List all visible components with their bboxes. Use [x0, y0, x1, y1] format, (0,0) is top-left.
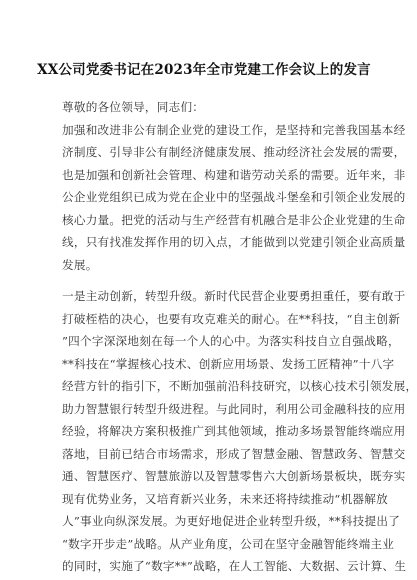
paragraph-line: 线，只有找准发挥作用的切入点，才能做到以党建引领企业高质量	[62, 235, 406, 249]
paragraph-line: 经营方针的指引下，不断加强前沿科技研究，以核心技术引领发展，	[62, 379, 417, 393]
paragraph-line: 落地，目前已结合市场需求，形成了智慧金融、智慧政务、智慧交	[62, 446, 406, 461]
paragraph-line: 现有优势业务，又培育新兴业务，未来还将持续推动“机器解放	[62, 491, 388, 506]
paragraph-gap	[62, 276, 352, 285]
paragraph-line: 一是主动创新，转型升级。新时代民营企业要勇担重任，要有敢于	[62, 289, 406, 303]
paragraph-line: 经验，将解决方案积极推广到其他领域，推动多场景智能终端应用	[62, 424, 406, 438]
paragraph-line: 助力智慧银行转型升级进程。与此同时，利用公司金融科技的应用	[62, 401, 406, 416]
paragraph-line: 核心力量。把党的活动与生产经营有机融合是非公企业党建的生命	[62, 212, 406, 227]
document-body	[62, 96, 417, 578]
paragraph-line: **科技在“掌握核心技术、创新应用场景、发扬工匠精神”十八字	[62, 356, 395, 371]
paragraph-line: ”四个字深深地刻在每一个人的心中。为落实科技自立自强战略，	[62, 334, 400, 348]
paragraph-line: 也是加强和创新社会管理、构建和谐劳动关系的需要。近年来，非	[62, 167, 406, 182]
paragraph-line: “数字开步走”战略。从产业角度，公司在坚守金融智能终端主业	[62, 536, 395, 551]
paragraph-line: 发展。	[62, 257, 98, 272]
paragraph-2	[62, 285, 417, 578]
salutation: 尊敬的各位领导，同志们：	[62, 100, 205, 114]
paragraph-line: 通、智慧医疗、智慧旅游以及智慧零售六大创新场景板块，既夯实	[62, 469, 406, 483]
paragraph-1	[62, 119, 406, 277]
paragraph-line: 公企业党组织已成为党在企业中的坚强战斗堡垒和引领企业发展的	[62, 190, 406, 204]
paragraph-line: 加强和改进非公有制企业党的建设工作，是坚持和完善我国基本经	[62, 122, 406, 137]
document-title: XX公司党委书记在2023年全市党建工作会议上的发言	[37, 62, 371, 78]
paragraph-line: 人”事业向纵深发展。为更好地促进企业转型升级，**科技提出了	[62, 514, 401, 528]
paragraph-line: 的同时，实施了“数字**”战略，在人工智能、大数据、云计算、生	[62, 559, 407, 573]
paragraph-line: 打破桎梏的决心，也要有攻克难关的耐心。在**科技，“自主创新	[62, 311, 401, 326]
paragraph-line: 济制度、引导非公有制经济健康发展、推动经济社会发展的需要，	[62, 145, 406, 159]
